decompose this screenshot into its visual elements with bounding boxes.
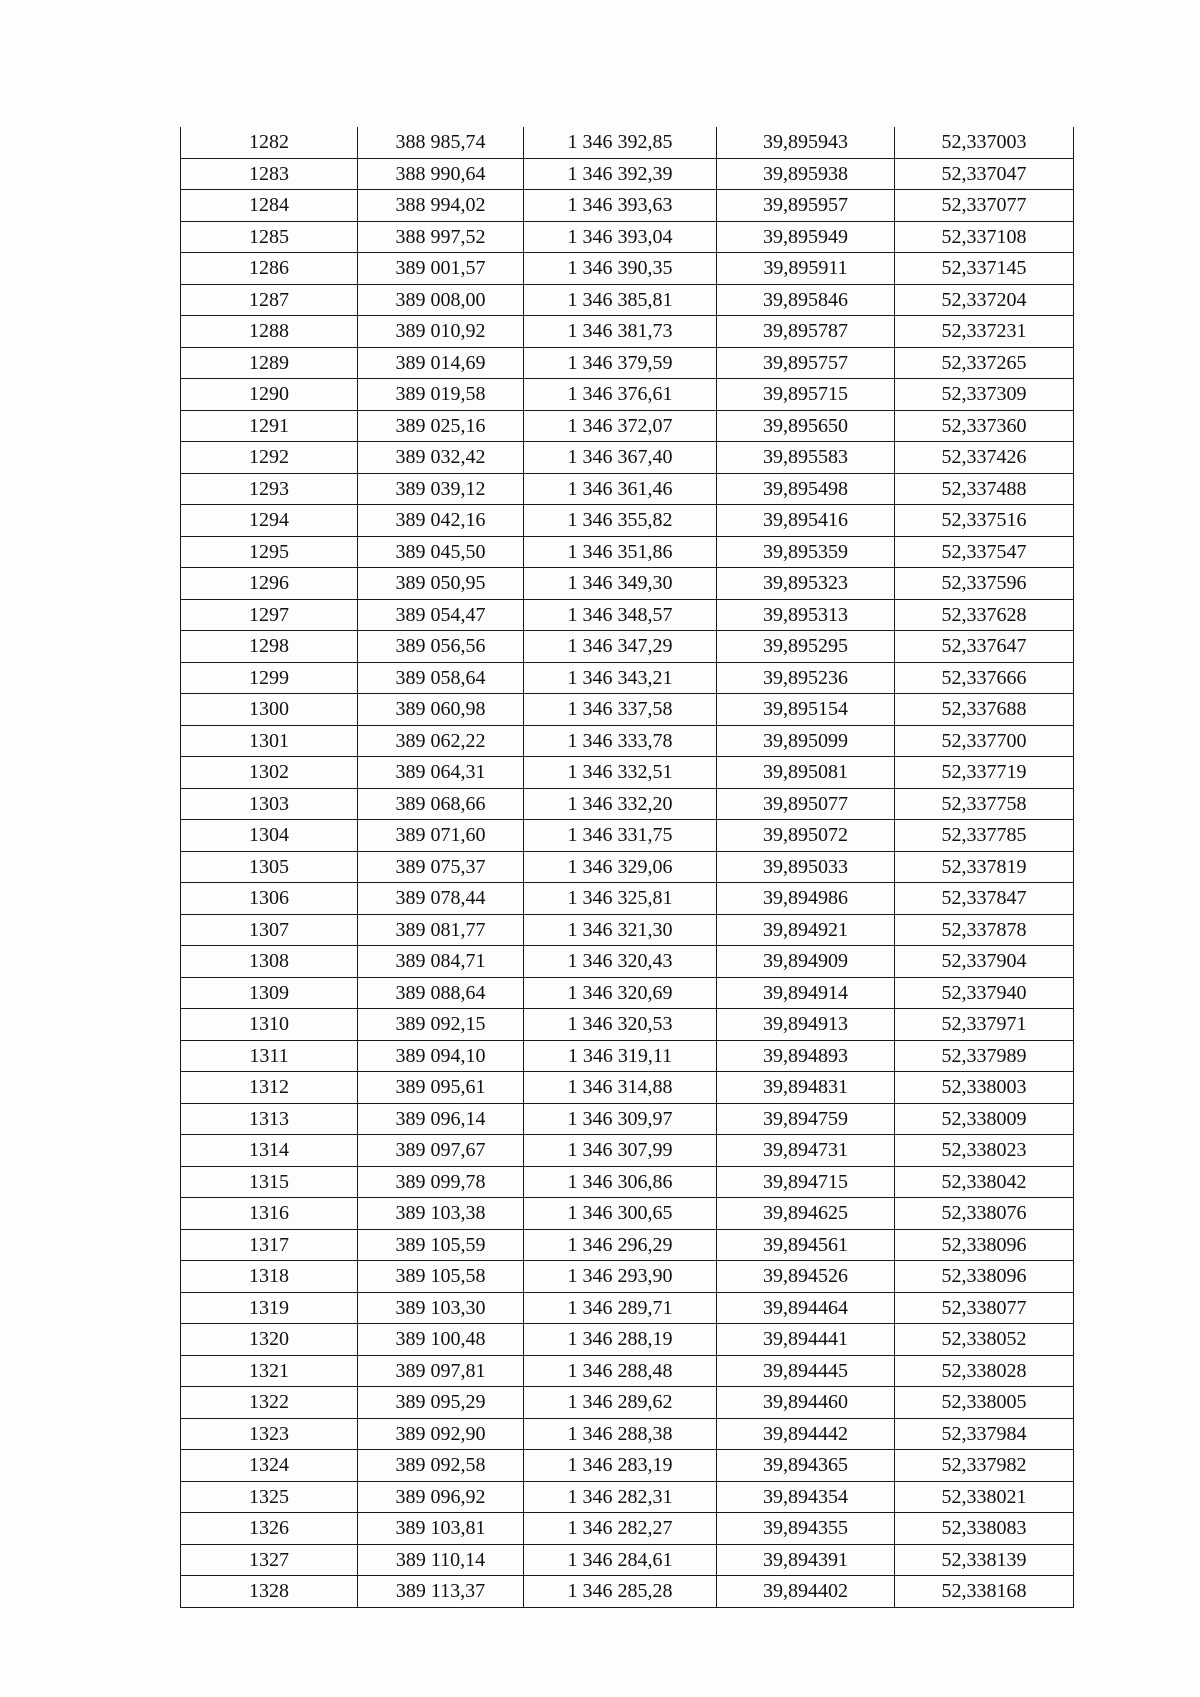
latitude-cell: 52,338083 <box>895 1513 1074 1545</box>
table-row <box>181 284 1074 316</box>
y-coordinate-cell: 1 346 349,30 <box>524 568 717 600</box>
x-coordinate-cell: 389 050,95 <box>358 568 524 600</box>
x-coordinate-cell: 389 103,81 <box>358 1513 524 1545</box>
point-number-cell: 1303 <box>181 788 358 820</box>
x-coordinate-cell: 388 990,64 <box>358 158 524 190</box>
latitude-cell: 52,337971 <box>895 1009 1074 1041</box>
latitude-cell: 52,338021 <box>895 1481 1074 1513</box>
latitude-cell: 52,337989 <box>895 1040 1074 1072</box>
table-row <box>181 883 1074 915</box>
y-coordinate-cell: 1 346 392,39 <box>524 158 717 190</box>
latitude-cell: 52,337488 <box>895 473 1074 505</box>
latitude-cell: 52,337108 <box>895 221 1074 253</box>
longitude-cell: 39,895359 <box>717 536 895 568</box>
longitude-cell: 39,894715 <box>717 1166 895 1198</box>
point-number-cell: 1304 <box>181 820 358 852</box>
x-coordinate-cell: 389 019,58 <box>358 379 524 411</box>
x-coordinate-cell: 389 060,98 <box>358 694 524 726</box>
point-number-cell: 1317 <box>181 1229 358 1261</box>
table-row <box>181 253 1074 285</box>
y-coordinate-cell: 1 346 300,65 <box>524 1198 717 1230</box>
point-number-cell: 1297 <box>181 599 358 631</box>
table-row <box>181 1009 1074 1041</box>
table-row <box>181 1229 1074 1261</box>
point-number-cell: 1296 <box>181 568 358 600</box>
point-number-cell: 1299 <box>181 662 358 694</box>
longitude-cell: 39,894831 <box>717 1072 895 1104</box>
longitude-cell: 39,894460 <box>717 1387 895 1419</box>
latitude-cell: 52,337547 <box>895 536 1074 568</box>
table-row <box>181 221 1074 253</box>
point-number-cell: 1283 <box>181 158 358 190</box>
point-number-cell: 1307 <box>181 914 358 946</box>
y-coordinate-cell: 1 346 283,19 <box>524 1450 717 1482</box>
table-row <box>181 316 1074 348</box>
table-row <box>181 851 1074 883</box>
table-row <box>181 1450 1074 1482</box>
y-coordinate-cell: 1 346 306,86 <box>524 1166 717 1198</box>
point-number-cell: 1294 <box>181 505 358 537</box>
longitude-cell: 39,895081 <box>717 757 895 789</box>
table-row <box>181 536 1074 568</box>
y-coordinate-cell: 1 346 320,43 <box>524 946 717 978</box>
x-coordinate-cell: 389 088,64 <box>358 977 524 1009</box>
y-coordinate-cell: 1 346 309,97 <box>524 1103 717 1135</box>
point-number-cell: 1293 <box>181 473 358 505</box>
latitude-cell: 52,337003 <box>895 127 1074 158</box>
table-row <box>181 158 1074 190</box>
point-number-cell: 1318 <box>181 1261 358 1293</box>
table-row <box>181 914 1074 946</box>
latitude-cell: 52,338028 <box>895 1355 1074 1387</box>
y-coordinate-cell: 1 346 284,61 <box>524 1544 717 1576</box>
x-coordinate-cell: 389 056,56 <box>358 631 524 663</box>
y-coordinate-cell: 1 346 379,59 <box>524 347 717 379</box>
y-coordinate-cell: 1 346 282,27 <box>524 1513 717 1545</box>
x-coordinate-cell: 389 095,61 <box>358 1072 524 1104</box>
latitude-cell: 52,337047 <box>895 158 1074 190</box>
point-number-cell: 1291 <box>181 410 358 442</box>
table-row <box>181 1544 1074 1576</box>
longitude-cell: 39,895323 <box>717 568 895 600</box>
x-coordinate-cell: 389 045,50 <box>358 536 524 568</box>
y-coordinate-cell: 1 346 288,48 <box>524 1355 717 1387</box>
longitude-cell: 39,895757 <box>717 347 895 379</box>
table-row <box>181 788 1074 820</box>
latitude-cell: 52,338042 <box>895 1166 1074 1198</box>
point-number-cell: 1323 <box>181 1418 358 1450</box>
longitude-cell: 39,894442 <box>717 1418 895 1450</box>
table-row <box>181 1387 1074 1419</box>
table-row <box>181 1418 1074 1450</box>
table-row <box>181 977 1074 1009</box>
y-coordinate-cell: 1 346 392,85 <box>524 127 717 158</box>
point-number-cell: 1309 <box>181 977 358 1009</box>
latitude-cell: 52,337426 <box>895 442 1074 474</box>
y-coordinate-cell: 1 346 293,90 <box>524 1261 717 1293</box>
table-row <box>181 127 1074 158</box>
y-coordinate-cell: 1 346 390,35 <box>524 253 717 285</box>
latitude-cell: 52,337940 <box>895 977 1074 1009</box>
table-row <box>181 946 1074 978</box>
table-row <box>181 442 1074 474</box>
table-row <box>181 757 1074 789</box>
point-number-cell: 1306 <box>181 883 358 915</box>
x-coordinate-cell: 389 099,78 <box>358 1166 524 1198</box>
table-row <box>181 1135 1074 1167</box>
table-row <box>181 820 1074 852</box>
x-coordinate-cell: 389 025,16 <box>358 410 524 442</box>
longitude-cell: 39,895077 <box>717 788 895 820</box>
table-row <box>181 1355 1074 1387</box>
y-coordinate-cell: 1 346 333,78 <box>524 725 717 757</box>
y-coordinate-cell: 1 346 393,04 <box>524 221 717 253</box>
table-row <box>181 1513 1074 1545</box>
point-number-cell: 1295 <box>181 536 358 568</box>
x-coordinate-cell: 389 096,14 <box>358 1103 524 1135</box>
point-number-cell: 1325 <box>181 1481 358 1513</box>
table-row <box>181 473 1074 505</box>
y-coordinate-cell: 1 346 332,51 <box>524 757 717 789</box>
table-row <box>181 410 1074 442</box>
table-row <box>181 1481 1074 1513</box>
table-row <box>181 1166 1074 1198</box>
latitude-cell: 52,337077 <box>895 190 1074 222</box>
latitude-cell: 52,337847 <box>895 883 1074 915</box>
point-number-cell: 1315 <box>181 1166 358 1198</box>
latitude-cell: 52,337516 <box>895 505 1074 537</box>
longitude-cell: 39,895650 <box>717 410 895 442</box>
table-row <box>181 694 1074 726</box>
latitude-cell: 52,337309 <box>895 379 1074 411</box>
y-coordinate-cell: 1 346 314,88 <box>524 1072 717 1104</box>
x-coordinate-cell: 389 062,22 <box>358 725 524 757</box>
table-row <box>181 1324 1074 1356</box>
point-number-cell: 1292 <box>181 442 358 474</box>
x-coordinate-cell: 389 092,15 <box>358 1009 524 1041</box>
longitude-cell: 39,895583 <box>717 442 895 474</box>
longitude-cell: 39,895957 <box>717 190 895 222</box>
point-number-cell: 1289 <box>181 347 358 379</box>
point-number-cell: 1327 <box>181 1544 358 1576</box>
x-coordinate-cell: 389 054,47 <box>358 599 524 631</box>
y-coordinate-cell: 1 346 321,30 <box>524 914 717 946</box>
x-coordinate-cell: 389 071,60 <box>358 820 524 852</box>
table-row <box>181 379 1074 411</box>
table-row <box>181 505 1074 537</box>
point-number-cell: 1326 <box>181 1513 358 1545</box>
longitude-cell: 39,894391 <box>717 1544 895 1576</box>
table-row <box>181 347 1074 379</box>
y-coordinate-cell: 1 346 296,29 <box>524 1229 717 1261</box>
x-coordinate-cell: 389 100,48 <box>358 1324 524 1356</box>
longitude-cell: 39,895295 <box>717 631 895 663</box>
longitude-cell: 39,894355 <box>717 1513 895 1545</box>
point-number-cell: 1321 <box>181 1355 358 1387</box>
table-row <box>181 599 1074 631</box>
longitude-cell: 39,895072 <box>717 820 895 852</box>
x-coordinate-cell: 389 078,44 <box>358 883 524 915</box>
point-number-cell: 1290 <box>181 379 358 411</box>
x-coordinate-cell: 389 097,81 <box>358 1355 524 1387</box>
y-coordinate-cell: 1 346 376,61 <box>524 379 717 411</box>
x-coordinate-cell: 389 113,37 <box>358 1576 524 1608</box>
y-coordinate-cell: 1 346 282,31 <box>524 1481 717 1513</box>
x-coordinate-cell: 389 058,64 <box>358 662 524 694</box>
y-coordinate-cell: 1 346 348,57 <box>524 599 717 631</box>
point-number-cell: 1324 <box>181 1450 358 1482</box>
longitude-cell: 39,895099 <box>717 725 895 757</box>
point-number-cell: 1302 <box>181 757 358 789</box>
x-coordinate-cell: 389 092,90 <box>358 1418 524 1450</box>
x-coordinate-cell: 389 039,12 <box>358 473 524 505</box>
x-coordinate-cell: 389 095,29 <box>358 1387 524 1419</box>
longitude-cell: 39,894441 <box>717 1324 895 1356</box>
x-coordinate-cell: 389 032,42 <box>358 442 524 474</box>
latitude-cell: 52,337647 <box>895 631 1074 663</box>
table-row <box>181 190 1074 222</box>
point-number-cell: 1287 <box>181 284 358 316</box>
point-number-cell: 1328 <box>181 1576 358 1608</box>
point-number-cell: 1288 <box>181 316 358 348</box>
longitude-cell: 39,894921 <box>717 914 895 946</box>
x-coordinate-cell: 389 075,37 <box>358 851 524 883</box>
longitude-cell: 39,895787 <box>717 316 895 348</box>
y-coordinate-cell: 1 346 361,46 <box>524 473 717 505</box>
y-coordinate-cell: 1 346 355,82 <box>524 505 717 537</box>
longitude-cell: 39,895943 <box>717 127 895 158</box>
latitude-cell: 52,338168 <box>895 1576 1074 1608</box>
longitude-cell: 39,894914 <box>717 977 895 1009</box>
point-number-cell: 1300 <box>181 694 358 726</box>
latitude-cell: 52,337628 <box>895 599 1074 631</box>
longitude-cell: 39,895938 <box>717 158 895 190</box>
x-coordinate-cell: 389 014,69 <box>358 347 524 379</box>
longitude-cell: 39,895911 <box>717 253 895 285</box>
latitude-cell: 52,337819 <box>895 851 1074 883</box>
latitude-cell: 52,337666 <box>895 662 1074 694</box>
latitude-cell: 52,337982 <box>895 1450 1074 1482</box>
point-number-cell: 1308 <box>181 946 358 978</box>
longitude-cell: 39,894731 <box>717 1135 895 1167</box>
point-number-cell: 1314 <box>181 1135 358 1167</box>
y-coordinate-cell: 1 346 385,81 <box>524 284 717 316</box>
point-number-cell: 1319 <box>181 1292 358 1324</box>
point-number-cell: 1313 <box>181 1103 358 1135</box>
latitude-cell: 52,338096 <box>895 1229 1074 1261</box>
y-coordinate-cell: 1 346 393,63 <box>524 190 717 222</box>
point-number-cell: 1285 <box>181 221 358 253</box>
x-coordinate-cell: 389 103,38 <box>358 1198 524 1230</box>
point-number-cell: 1311 <box>181 1040 358 1072</box>
y-coordinate-cell: 1 346 367,40 <box>524 442 717 474</box>
latitude-cell: 52,337596 <box>895 568 1074 600</box>
table-row <box>181 1103 1074 1135</box>
latitude-cell: 52,337231 <box>895 316 1074 348</box>
latitude-cell: 52,337204 <box>895 284 1074 316</box>
y-coordinate-cell: 1 346 337,58 <box>524 694 717 726</box>
longitude-cell: 39,895498 <box>717 473 895 505</box>
longitude-cell: 39,895154 <box>717 694 895 726</box>
table-row <box>181 631 1074 663</box>
table-row <box>181 1292 1074 1324</box>
longitude-cell: 39,894365 <box>717 1450 895 1482</box>
longitude-cell: 39,894909 <box>717 946 895 978</box>
y-coordinate-cell: 1 346 372,07 <box>524 410 717 442</box>
y-coordinate-cell: 1 346 329,06 <box>524 851 717 883</box>
point-number-cell: 1286 <box>181 253 358 285</box>
y-coordinate-cell: 1 346 381,73 <box>524 316 717 348</box>
x-coordinate-cell: 389 103,30 <box>358 1292 524 1324</box>
y-coordinate-cell: 1 346 319,11 <box>524 1040 717 1072</box>
latitude-cell: 52,338003 <box>895 1072 1074 1104</box>
longitude-cell: 39,895033 <box>717 851 895 883</box>
coordinates-table-body <box>181 127 1074 1607</box>
longitude-cell: 39,895715 <box>717 379 895 411</box>
point-number-cell: 1322 <box>181 1387 358 1419</box>
x-coordinate-cell: 389 110,14 <box>358 1544 524 1576</box>
y-coordinate-cell: 1 346 347,29 <box>524 631 717 663</box>
longitude-cell: 39,895846 <box>717 284 895 316</box>
longitude-cell: 39,895416 <box>717 505 895 537</box>
x-coordinate-cell: 389 096,92 <box>358 1481 524 1513</box>
longitude-cell: 39,894402 <box>717 1576 895 1608</box>
longitude-cell: 39,894893 <box>717 1040 895 1072</box>
x-coordinate-cell: 389 094,10 <box>358 1040 524 1072</box>
latitude-cell: 52,338077 <box>895 1292 1074 1324</box>
latitude-cell: 52,337360 <box>895 410 1074 442</box>
longitude-cell: 39,895949 <box>717 221 895 253</box>
latitude-cell: 52,338139 <box>895 1544 1074 1576</box>
point-number-cell: 1320 <box>181 1324 358 1356</box>
y-coordinate-cell: 1 346 320,69 <box>524 977 717 1009</box>
x-coordinate-cell: 388 994,02 <box>358 190 524 222</box>
x-coordinate-cell: 389 064,31 <box>358 757 524 789</box>
x-coordinate-cell: 389 105,59 <box>358 1229 524 1261</box>
latitude-cell: 52,338076 <box>895 1198 1074 1230</box>
point-number-cell: 1316 <box>181 1198 358 1230</box>
x-coordinate-cell: 389 008,00 <box>358 284 524 316</box>
latitude-cell: 52,338096 <box>895 1261 1074 1293</box>
longitude-cell: 39,894561 <box>717 1229 895 1261</box>
point-number-cell: 1301 <box>181 725 358 757</box>
longitude-cell: 39,894464 <box>717 1292 895 1324</box>
latitude-cell: 52,337145 <box>895 253 1074 285</box>
x-coordinate-cell: 389 042,16 <box>358 505 524 537</box>
latitude-cell: 52,338052 <box>895 1324 1074 1356</box>
table-row <box>181 1040 1074 1072</box>
latitude-cell: 52,337758 <box>895 788 1074 820</box>
longitude-cell: 39,894445 <box>717 1355 895 1387</box>
table-row <box>181 725 1074 757</box>
x-coordinate-cell: 389 068,66 <box>358 788 524 820</box>
table-row <box>181 1072 1074 1104</box>
longitude-cell: 39,895313 <box>717 599 895 631</box>
latitude-cell: 52,338009 <box>895 1103 1074 1135</box>
table-row <box>181 1261 1074 1293</box>
x-coordinate-cell: 389 097,67 <box>358 1135 524 1167</box>
x-coordinate-cell: 389 081,77 <box>358 914 524 946</box>
x-coordinate-cell: 389 001,57 <box>358 253 524 285</box>
table-row <box>181 568 1074 600</box>
longitude-cell: 39,894759 <box>717 1103 895 1135</box>
x-coordinate-cell: 389 084,71 <box>358 946 524 978</box>
y-coordinate-cell: 1 346 343,21 <box>524 662 717 694</box>
point-number-cell: 1312 <box>181 1072 358 1104</box>
y-coordinate-cell: 1 346 285,28 <box>524 1576 717 1608</box>
point-number-cell: 1298 <box>181 631 358 663</box>
longitude-cell: 39,895236 <box>717 662 895 694</box>
y-coordinate-cell: 1 346 351,86 <box>524 536 717 568</box>
x-coordinate-cell: 388 997,52 <box>358 221 524 253</box>
latitude-cell: 52,338005 <box>895 1387 1074 1419</box>
latitude-cell: 52,337700 <box>895 725 1074 757</box>
point-number-cell: 1310 <box>181 1009 358 1041</box>
x-coordinate-cell: 389 105,58 <box>358 1261 524 1293</box>
x-coordinate-cell: 389 010,92 <box>358 316 524 348</box>
y-coordinate-cell: 1 346 332,20 <box>524 788 717 820</box>
y-coordinate-cell: 1 346 325,81 <box>524 883 717 915</box>
latitude-cell: 52,337904 <box>895 946 1074 978</box>
latitude-cell: 52,337688 <box>895 694 1074 726</box>
latitude-cell: 52,337878 <box>895 914 1074 946</box>
longitude-cell: 39,894625 <box>717 1198 895 1230</box>
x-coordinate-cell: 388 985,74 <box>358 127 524 158</box>
latitude-cell: 52,337265 <box>895 347 1074 379</box>
longitude-cell: 39,894354 <box>717 1481 895 1513</box>
y-coordinate-cell: 1 346 307,99 <box>524 1135 717 1167</box>
table-row <box>181 662 1074 694</box>
point-number-cell: 1305 <box>181 851 358 883</box>
x-coordinate-cell: 389 092,58 <box>358 1450 524 1482</box>
point-number-cell: 1282 <box>181 127 358 158</box>
y-coordinate-cell: 1 346 288,38 <box>524 1418 717 1450</box>
coordinates-table <box>180 127 1074 1608</box>
y-coordinate-cell: 1 346 320,53 <box>524 1009 717 1041</box>
y-coordinate-cell: 1 346 288,19 <box>524 1324 717 1356</box>
longitude-cell: 39,894526 <box>717 1261 895 1293</box>
longitude-cell: 39,894913 <box>717 1009 895 1041</box>
point-number-cell: 1284 <box>181 190 358 222</box>
latitude-cell: 52,337719 <box>895 757 1074 789</box>
y-coordinate-cell: 1 346 289,62 <box>524 1387 717 1419</box>
longitude-cell: 39,894986 <box>717 883 895 915</box>
latitude-cell: 52,338023 <box>895 1135 1074 1167</box>
table-row <box>181 1576 1074 1608</box>
y-coordinate-cell: 1 346 331,75 <box>524 820 717 852</box>
y-coordinate-cell: 1 346 289,71 <box>524 1292 717 1324</box>
latitude-cell: 52,337785 <box>895 820 1074 852</box>
latitude-cell: 52,337984 <box>895 1418 1074 1450</box>
table-row <box>181 1198 1074 1230</box>
